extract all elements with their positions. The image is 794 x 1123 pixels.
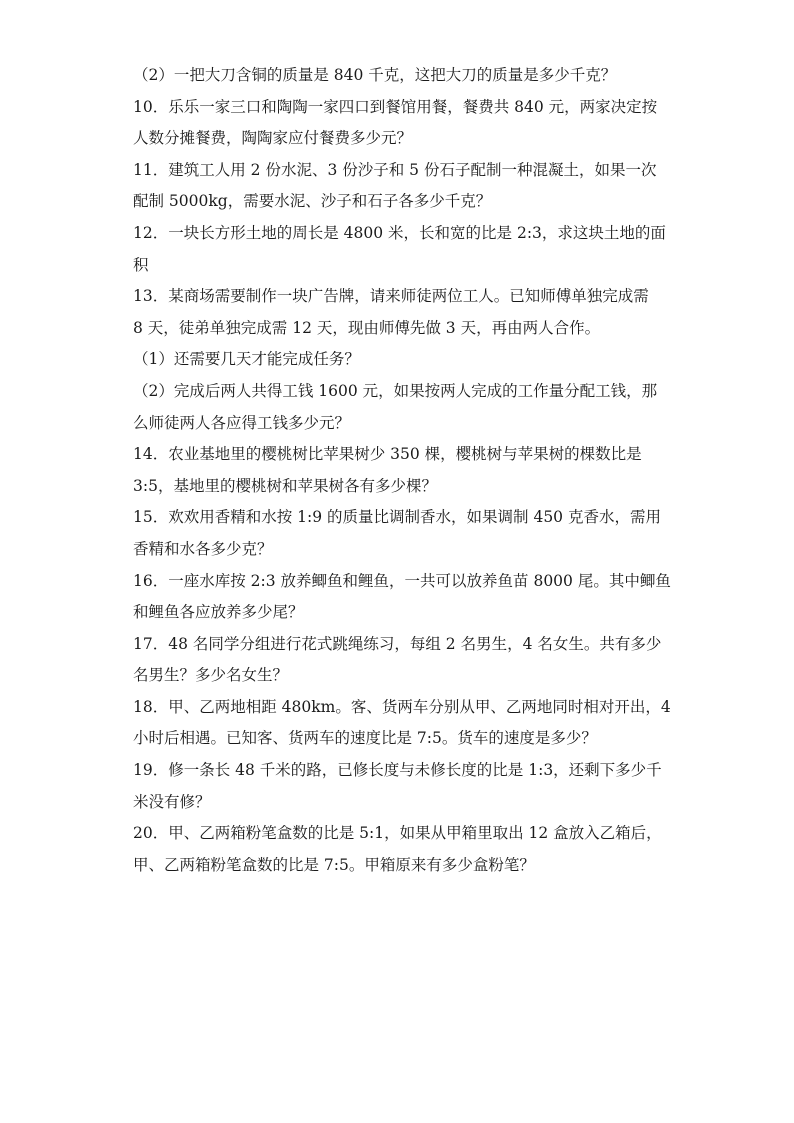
problem-20-line-2: 甲、乙两箱粉笔盒数的比是 7:5。甲箱原来有多少盒粉笔？	[133, 855, 535, 874]
problem-10-line-2: 人数分摊餐费，陶陶家应付餐费多少元？	[133, 129, 413, 148]
problem-13-part-2-line-2: 么师徒两人各应得工钱多少元？	[133, 413, 351, 432]
problem-12-line-2: 积	[133, 255, 149, 274]
problem-19-line-1: 19．修一条长 48 千米的路，已修长度与未修长度的比是 1:3，还剩下多少千	[133, 761, 662, 780]
problem-13-line-2: 8 天，徒弟单独完成需 12 天，现由师傅先做 3 天，再由两人合作。	[133, 318, 601, 337]
problem-9-part-2-line-1: （2）一把大刀含铜的质量是 840 千克，这把大刀的质量是多少千克？	[133, 66, 617, 84]
problem-13-part-2-line-1: （2）完成后两人共得工钱 1600 元，如果按两人完成的工作量分配工钱，那	[133, 381, 658, 400]
problem-11-line-2: 配制 5000kg，需要水泥、沙子和石子各多少千克？	[133, 192, 492, 211]
problem-13-line-1: 13．某商场需要制作一块广告牌，请来师徒两位工人。已知师傅单独完成需	[133, 287, 649, 306]
problem-16-line-1: 16．一座水库按 2:3 放养鲫鱼和鲤鱼，一共可以放养鱼苗 8000 尾。其中鲫鱼	[133, 571, 671, 590]
problem-14-line-1: 14．农业基地里的樱桃树比苹果树少 350 棵，樱桃树与苹果树的棵数比是	[133, 445, 642, 464]
problem-18-line-1: 18．甲、乙两地相距 480km。客、货两车分别从甲、乙两地同时相对开出，4	[133, 697, 671, 716]
problem-list	[133, 60, 673, 881]
problem-15-line-1: 15．欢欢用香精和水按 1:9 的质量比调制香水，如果调制 450 克香水，需用	[133, 508, 661, 527]
problem-20-line-1: 20．甲、乙两箱粉笔盒数的比是 5:1，如果从甲箱里取出 12 盒放入乙箱后，	[133, 824, 662, 843]
problem-18-line-2: 小时后相遇。已知客、货两车的速度比是 7:5。货车的速度是多少？	[133, 729, 597, 748]
problem-19-line-2: 米没有修？	[133, 792, 211, 811]
problem-15-line-2: 香精和水各多少克？	[133, 539, 273, 558]
problem-17-line-1: 17．48 名同学分组进行花式跳绳练习，每组 2 名男生，4 名女生。共有多少	[133, 634, 662, 653]
problem-13-part-1: （1）还需要几天才能完成任务？	[133, 350, 360, 369]
problem-11-line-1: 11．建筑工人用 2 份水泥、3 份沙子和 5 份石子配制一种混凝土，如果一次	[133, 160, 657, 179]
problem-17-line-2: 名男生？多少名女生？	[133, 666, 289, 685]
problem-14-line-2: 3:5，基地里的樱桃树和苹果树各有多少棵？	[133, 476, 437, 495]
problem-10-line-1: 10．乐乐一家三口和陶陶一家四口到餐馆用餐，餐费共 840 元，两家决定按	[133, 97, 658, 116]
problem-12-line-1: 12．一块长方形土地的周长是 4800 米，长和宽的比是 2:3，求这块土地的面	[133, 223, 666, 242]
problem-16-line-2: 和鲤鱼各应放养多少尾？	[133, 603, 304, 622]
